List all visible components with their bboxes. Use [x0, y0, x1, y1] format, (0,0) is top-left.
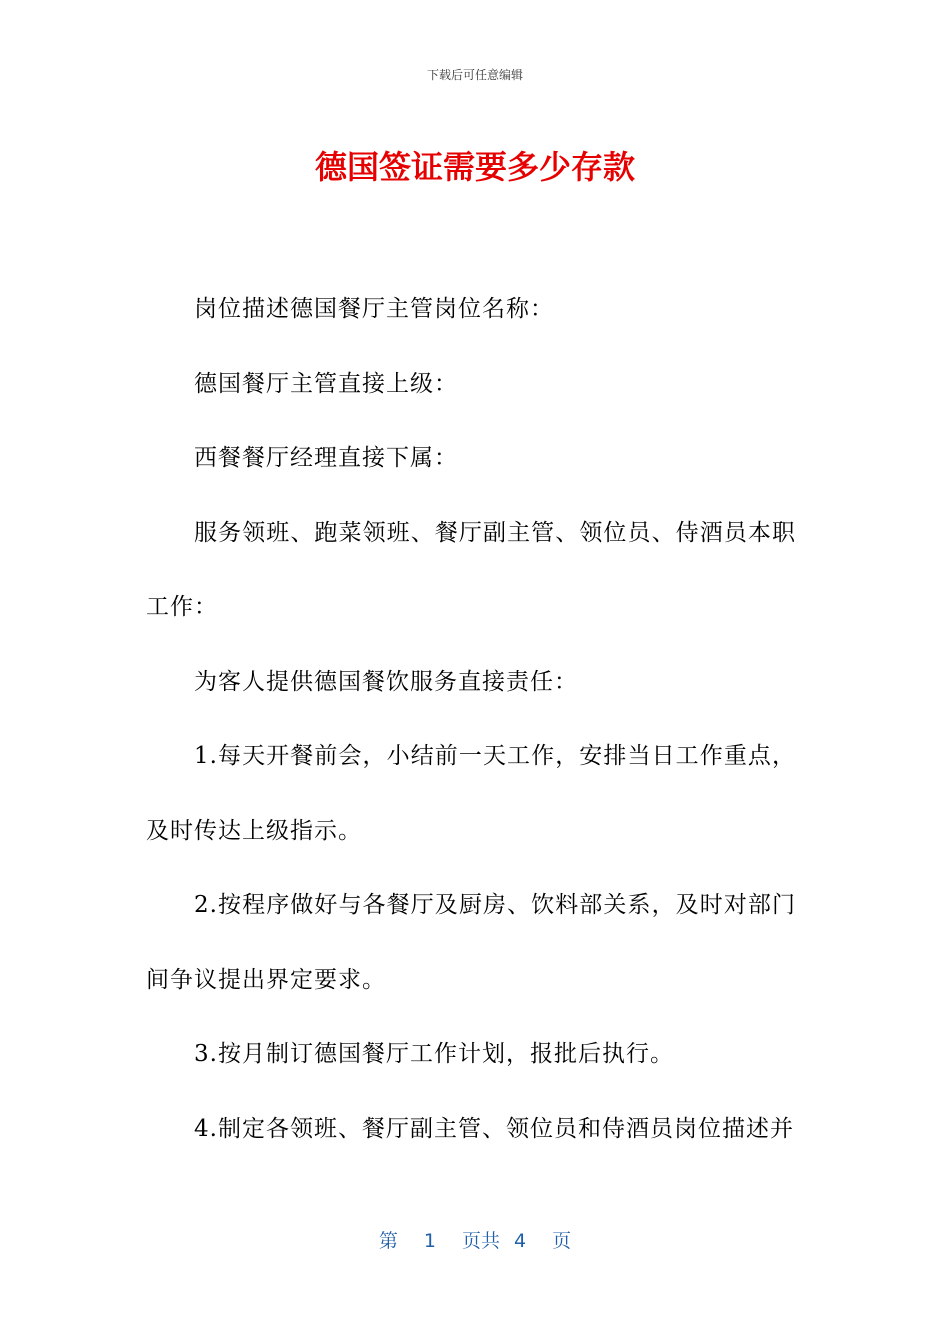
page-label: 第 [378, 1230, 398, 1252]
header-note: 下载后可任意编辑 [426, 68, 523, 82]
paragraph: 德国餐厅主管直接上级： [194, 370, 458, 397]
document-body [146, 272, 796, 1166]
paragraph: 岗位描述德国餐厅主管岗位名称： [194, 296, 554, 322]
paragraph: 2.按程序做好与各餐厅及厨房、饮料部关系，及时对部门间争议提出界定要求。 [146, 892, 796, 993]
current-page-number: 1 [423, 1230, 436, 1252]
total-pages-number: 4 [514, 1230, 527, 1252]
paragraph: 4.制定各领班、餐厅副主管、领位员和侍酒员岗位描述并 [194, 1115, 794, 1142]
page-suffix: 页 [552, 1230, 572, 1252]
paragraph: 3.按月制订德国餐厅工作计划，报批后执行。 [194, 1041, 674, 1067]
paragraph: 服务领班、跑菜领班、餐厅副主管、领位员、侍酒员本职工作： [146, 519, 796, 620]
paragraph: 为客人提供德国餐饮服务直接责任： [194, 668, 578, 695]
paragraph: 西餐餐厅经理直接下属： [194, 445, 458, 471]
page-total-label: 页共 [461, 1230, 500, 1252]
page-footer [0, 1226, 950, 1253]
paragraph: 1.每天开餐前会，小结前一天工作，安排当日工作重点，及时传达上级指示。 [146, 743, 796, 844]
document-title: 德国签证需要多少存款 [314, 148, 635, 186]
